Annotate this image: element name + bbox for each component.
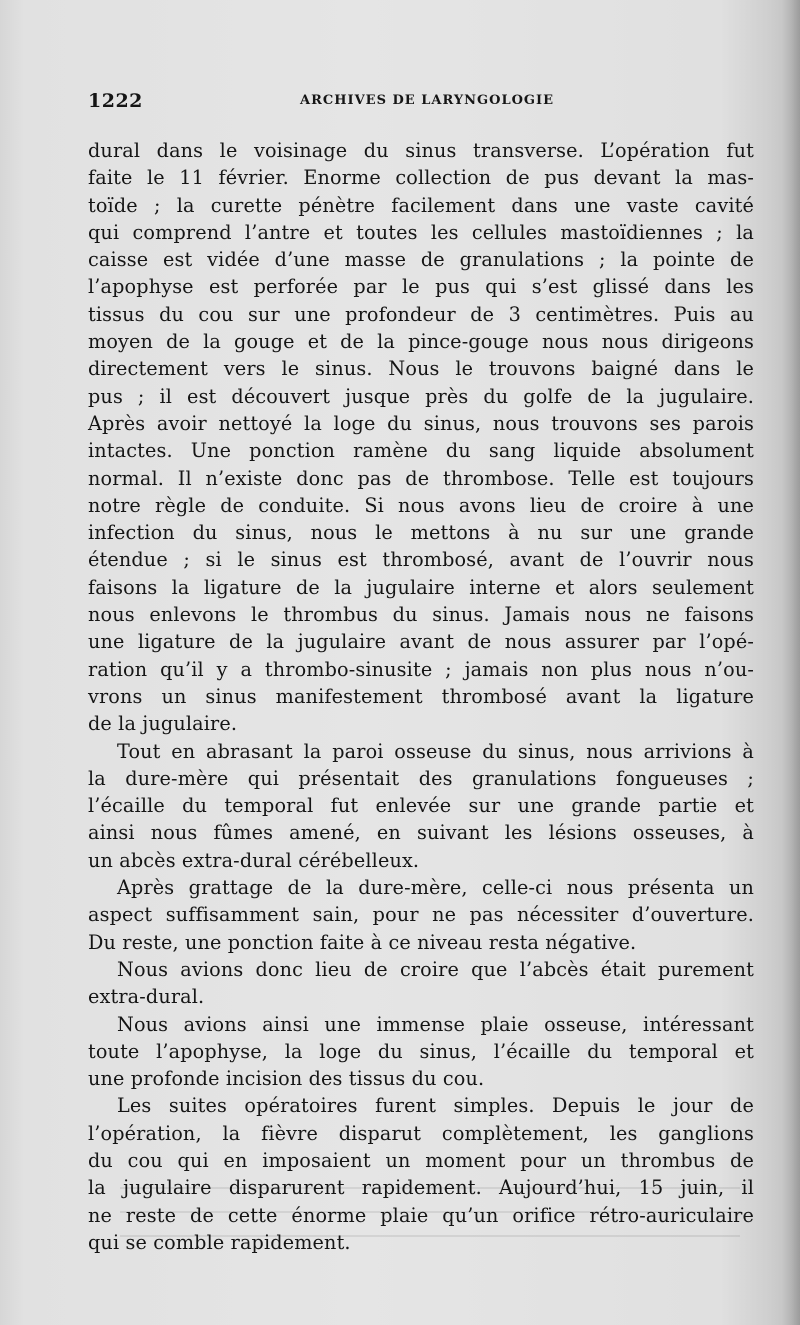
text-line: ration qu’il y a thrombo-sinusite ; jamais non plus nous n’ou- — [88, 657, 754, 681]
text-line: notre règle de conduite. Si nous avons lieu de croire à une — [88, 493, 754, 517]
text-line: la dure-mère qui présentait des granulations fongueuses ; — [88, 766, 754, 790]
running-title: ARCHIVES DE LARYNGOLOGIE — [300, 93, 554, 108]
text-line: qui se comble rapidement. — [88, 1230, 351, 1254]
text-line: l’apophyse est perforée par le pus qui s’est glissé dans les — [88, 275, 754, 299]
paragraph — [88, 1011, 754, 1093]
text-line: infection du sinus, nous le mettons à nu sur une grande — [88, 521, 754, 545]
body-text — [88, 137, 754, 1256]
text-line: toute l’apophyse, la loge du sinus, l’écaille du temporal et — [88, 1039, 754, 1063]
text-line: Tout en abrasant la paroi osseuse du sinus, nous arrivions à — [117, 739, 754, 763]
text-line: une profonde incision des tissus du cou. — [88, 1067, 485, 1091]
text-line: qui comprend l’antre et toutes les cellules mastoïdiennes ; la — [88, 220, 754, 244]
text-line: directement vers le sinus. Nous le trouvons baigné dans le — [88, 357, 754, 381]
paragraph — [88, 874, 754, 956]
text-line: un abcès extra-dural cérébelleux. — [88, 848, 420, 872]
text-line: intactes. Une ponction ramène du sang liquide absolument — [88, 439, 754, 463]
text-line: faite le 11 février. Enorme collection de pus devant la mas- — [88, 166, 754, 190]
text-line: une ligature de la jugulaire avant de nous assurer par l’opé- — [88, 630, 754, 654]
text-line: Nous avions ainsi une immense plaie osseuse, intéressant — [117, 1012, 754, 1036]
text-line: toïde ; la curette pénètre facilement dans une vaste cavité — [88, 193, 754, 217]
text-line: Les suites opératoires furent simples. Depuis le jour de — [117, 1094, 754, 1118]
text-line: aspect suffisamment sain, pour ne pas nécessiter d’ouverture. — [88, 903, 754, 927]
text-line: de la jugulaire. — [88, 712, 238, 736]
text-line: tissus du cou sur une profondeur de 3 centimètres. Puis au — [88, 302, 754, 326]
text-line: Après avoir nettoyé la loge du sinus, nous trouvons ses parois — [88, 411, 754, 435]
text-line: faisons la ligature de la jugulaire interne et alors seulement — [88, 575, 754, 599]
text-line: nous enlevons le thrombus du sinus. Jamais nous ne faisons — [88, 603, 754, 627]
text-line: extra-dural. — [88, 985, 205, 1009]
paragraph — [88, 956, 754, 1011]
text-line: ne reste de cette énorme plaie qu’un orifice rétro-auriculaire — [88, 1203, 754, 1227]
paragraph — [88, 738, 754, 874]
bleed-through-text — [120, 1177, 740, 1251]
text-line: l’écaille du temporal fut enlevée sur une grande partie et — [88, 794, 754, 818]
text-line: Après grattage de la dure-mère, celle-ci nous présenta un — [117, 876, 754, 900]
text-line: dural dans le voisinage du sinus transverse. L’opération fut — [88, 139, 754, 162]
text-line: étendue ; si le sinus est thrombosé, avant de l’ouvrir nous — [88, 548, 754, 572]
paragraph — [88, 137, 754, 738]
text-line: ainsi nous fûmes amené, en suivant les lésions osseuses, à — [88, 821, 754, 845]
text-line: du cou qui en imposaient un moment pour un thrombus de — [88, 1148, 754, 1172]
text-line: moyen de la gouge et de la pince-gouge nous nous dirigeons — [88, 330, 754, 354]
text-line: Nous avions donc lieu de croire que l’abcès était purement — [117, 957, 754, 981]
text-line: Du reste, une ponction faite à ce niveau resta négative. — [88, 930, 637, 954]
text-line: pus ; il est découvert jusque près du golfe de la jugulaire. — [88, 384, 754, 408]
text-line: vrons un sinus manifestement thrombosé avant la ligature — [88, 684, 754, 708]
text-line: normal. Il n’existe donc pas de thrombose. Telle est toujours — [88, 466, 754, 490]
text-line: l’opération, la fièvre disparut complètement, les ganglions — [88, 1121, 754, 1145]
running-header — [88, 90, 758, 112]
text-line: caisse est vidée d’une masse de granulations ; la pointe de — [88, 248, 754, 272]
text-line: la jugulaire disparurent rapidement. Aujourd’hui, 15 juin, il — [88, 1176, 754, 1200]
page-number: 1222 — [88, 90, 143, 112]
